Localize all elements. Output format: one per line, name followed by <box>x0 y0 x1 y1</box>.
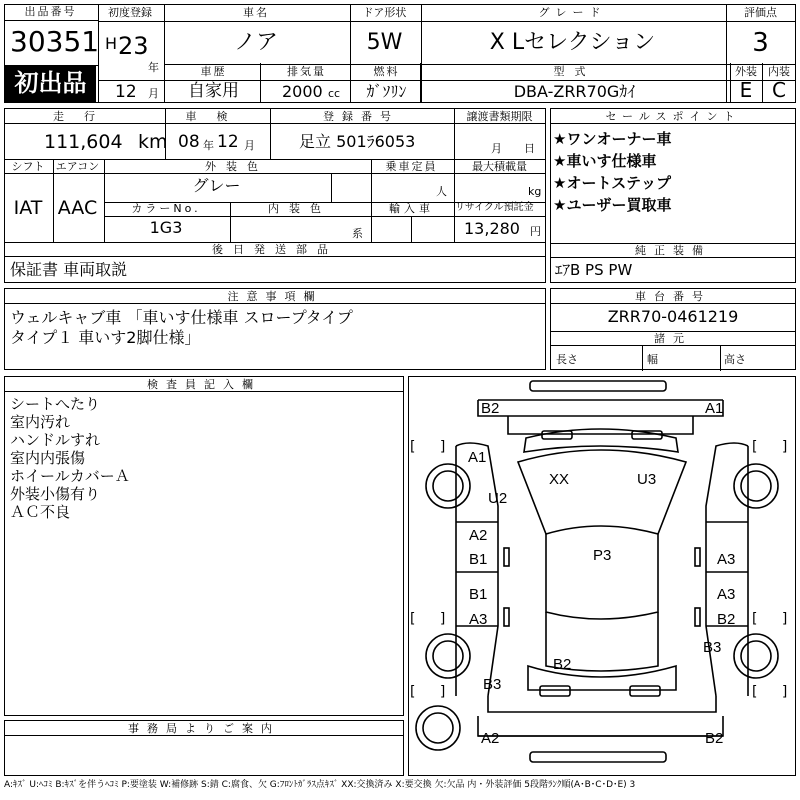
bracket-left-front: [ ] <box>410 439 456 455</box>
reg-month-unit: 月 <box>148 87 159 100</box>
insp-month-unit: 月 <box>244 139 255 152</box>
recycle-label: リサイクル預託金 <box>455 202 534 213</box>
load-unit: kg <box>528 185 542 198</box>
bracket-right-rear: [ ] <box>752 684 798 700</box>
fuel-value: ｶﾞｿﾘﾝ <box>366 82 407 101</box>
ext-grade-label: 外装 <box>735 65 757 78</box>
inspector-note: シートへたり <box>10 395 101 413</box>
mark-hood-right: U3 <box>637 471 657 488</box>
int-color-unit: 系 <box>352 227 363 240</box>
inspector-note: ホイールカバーＡ <box>10 467 130 485</box>
capacity-label: 乗車定員 <box>385 160 438 173</box>
capacity-unit: 人 <box>436 185 447 198</box>
selling-point-1: ★ワンオーナー車 <box>553 130 672 148</box>
load-label: 最大積載量 <box>472 160 527 173</box>
later-parts-value: 保証書 車両取説 <box>10 260 128 279</box>
displacement: 2000 <box>282 82 323 101</box>
bracket-left-rear: [ ] <box>410 684 456 700</box>
inspector-label: 検査員記入欄 <box>147 378 261 391</box>
mark-left-fender: A1 <box>468 449 487 466</box>
mark-back-door: B2 <box>553 656 572 673</box>
score-value: 3 <box>752 28 769 58</box>
door-label: ドア形状 <box>362 6 407 19</box>
inspector-note: 室内汚れ <box>10 413 71 431</box>
model-label: 型式 <box>553 65 596 78</box>
recycle-value: 13,280 <box>464 219 520 238</box>
mileage-label: 走行 <box>53 110 115 123</box>
shift-value: IAT <box>13 197 43 219</box>
mark-front-left-bumper: B2 <box>481 400 500 417</box>
mark-left-rear-door-2: A3 <box>469 611 488 628</box>
spec-height: 高さ <box>724 353 746 366</box>
reg-label: 初度登録 <box>108 6 152 19</box>
mark-right-door-1: A3 <box>717 551 736 568</box>
mark-rear-right-bumper: B2 <box>705 730 724 747</box>
grade-label: グレード <box>538 6 607 19</box>
mileage-value: 111,604 <box>44 131 123 153</box>
mark-right-rear-door-2: B2 <box>717 611 736 628</box>
color-no-value: 1G3 <box>149 218 183 237</box>
selling-point-3: ★オートステップ <box>553 174 671 192</box>
mark-right-rear-door-1: A3 <box>717 586 736 603</box>
name-label: 車名 <box>243 6 269 19</box>
inspector-note: 室内内張傷 <box>10 449 86 467</box>
fuel-label: 燃料 <box>373 65 400 78</box>
office-label: 事務局よりご案内 <box>128 722 280 735</box>
mark-right-quarter: B3 <box>703 639 722 656</box>
int-color-label: 内装色 <box>268 202 331 215</box>
mark-left-rear-door-1: B1 <box>469 586 488 603</box>
int-grade-value: C <box>772 78 786 102</box>
equipment-label: 純正装備 <box>635 244 711 257</box>
insp-year: 08 <box>178 132 200 152</box>
model-value: DBA-ZRR70Gｶｲ <box>513 82 636 101</box>
car-name: ノア <box>233 30 278 55</box>
color-no-label: カラーNo. <box>131 202 201 215</box>
chassis-label: 車台番号 <box>635 290 711 303</box>
transfer-day: 日 <box>524 142 535 155</box>
bracket-right-mid: [ ] <box>752 611 798 627</box>
mark-roof: P3 <box>593 547 612 564</box>
inspector-note: ハンドルすれ <box>10 431 101 449</box>
mark-left-door-2: B1 <box>469 551 488 568</box>
chassis-value: ZRR70-0461219 <box>607 307 739 326</box>
ac-label: エアコン <box>55 160 100 173</box>
selling-point-4: ★ユーザー買取車 <box>553 196 672 214</box>
inspector-note: ＡＣ不良 <box>10 503 71 521</box>
history-label: 車歴 <box>200 65 227 78</box>
km-unit: km <box>138 131 168 153</box>
plate-label: 登録番号 <box>323 110 399 123</box>
caution-line-2: タイプ１ 車いす2脚仕様」 <box>10 328 201 347</box>
selling-points-label: セールスポイント <box>605 110 741 123</box>
lot-number: 30351 <box>10 25 100 58</box>
selling-point-2: ★車いす仕様車 <box>553 152 657 170</box>
caution-line-1: ウェルキャブ車 「車いす仕様車 スロープタイプ <box>10 308 353 327</box>
mark-left-front-door: U2 <box>488 490 508 507</box>
plate-value: 足立 501ﾗ6053 <box>299 132 416 151</box>
disp-label: 排気量 <box>287 65 326 78</box>
ac-value: AAC <box>57 197 98 219</box>
reg-month: 12 <box>115 82 137 102</box>
mark-hood-left: XX <box>549 471 570 488</box>
inspector-note: 外装小傷有り <box>10 485 101 503</box>
door-type: 5W <box>366 30 403 55</box>
transfer-month: 月 <box>491 142 502 155</box>
lot-label: 出品番号 <box>24 5 77 18</box>
legend: A:ｷｽﾞ U:ﾍｺﾐ B:ｷｽﾞを伴うﾍｺﾐ P:要塗装 W:補修跡 S:錆 C:腐食、欠 G:ﾌﾛﾝﾄｶﾞﾗｽ点ｷｽﾞ XX:交換済み X:要交換 欠:欠品 内・外装評価 5段階ﾗﾝｸ順(A･B･C･D･E) 3 <box>4 780 636 790</box>
recycle-unit: 円 <box>530 225 541 238</box>
caution-label: 注意事項欄 <box>227 290 323 303</box>
insp-month: 12 <box>217 132 239 152</box>
score-label: 評価点 <box>744 6 777 19</box>
bracket-right-front: [ ] <box>752 439 798 455</box>
car-diagram <box>408 376 796 776</box>
spec-label: 諸元 <box>654 332 692 345</box>
grade-value: X Lセレクション <box>489 30 656 55</box>
shift-label: シフト <box>11 160 45 173</box>
ext-color-value: グレー <box>192 176 241 195</box>
ext-grade-value: E <box>739 78 753 102</box>
import-label: 輸入車 <box>389 202 434 215</box>
inspector-notes <box>10 395 130 521</box>
mark-left-quarter: B3 <box>483 676 502 693</box>
reg-year: 23 <box>118 32 149 60</box>
later-parts-label: 後日発送部品 <box>212 243 338 256</box>
mark-left-door-1: A2 <box>469 527 488 544</box>
mark-front-right-bumper: A1 <box>705 400 724 417</box>
history-value: 自家用 <box>188 81 239 101</box>
reg-year-unit: 年 <box>148 61 159 74</box>
first-listing-badge: 初出品 <box>5 65 96 102</box>
reg-era: H <box>105 34 118 53</box>
equipment-value: ｴｱB PS PW <box>555 261 633 279</box>
int-grade-label: 内装 <box>768 65 790 78</box>
transfer-label: 譲渡書類期限 <box>466 110 533 123</box>
insp-year-unit: 年 <box>203 139 214 152</box>
cc-unit: cc <box>328 87 341 100</box>
bracket-left-mid: [ ] <box>410 611 456 627</box>
spec-width: 幅 <box>647 353 658 366</box>
mark-rear-left-bumper: A2 <box>481 730 500 747</box>
inspection-label: 車検 <box>185 110 248 123</box>
ext-color-label: 外装色 <box>205 160 268 173</box>
spec-length: 長さ <box>556 353 578 366</box>
